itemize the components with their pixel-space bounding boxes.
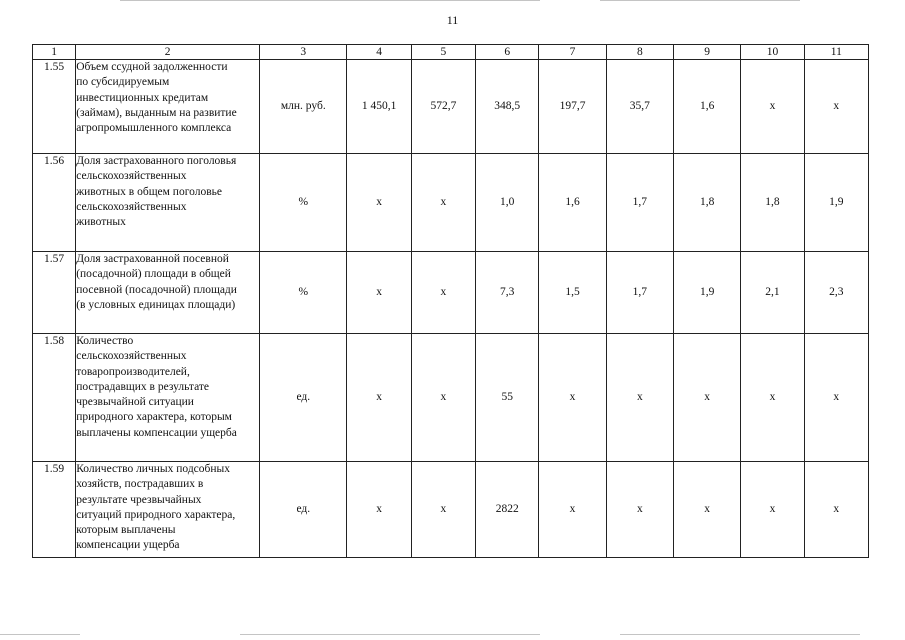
indicator-name-line: которым выплачены	[76, 524, 176, 537]
indicator-name-line: результате чрезвычайных	[76, 493, 202, 506]
unit-cell: ед.	[260, 334, 347, 462]
indicator-name-line: сельскохозяйственных	[76, 350, 187, 363]
column-header: 11	[804, 45, 868, 60]
value-cell: 1 450,1	[347, 60, 411, 154]
value-cell: х	[804, 334, 868, 462]
indicator-name-line: животных	[76, 216, 126, 229]
page-number: 11	[446, 13, 459, 27]
value-cell: х	[741, 60, 804, 154]
indicator-name-line: товаропроизводителей,	[76, 365, 190, 378]
scan-artifact	[0, 634, 80, 635]
unit-cell: %	[260, 154, 347, 252]
indicator-name-line: ситуаций природного характера,	[76, 508, 236, 521]
value-cell: 1,5	[539, 252, 606, 334]
value-cell: х	[674, 334, 741, 462]
table-row	[33, 334, 869, 462]
value-cell: х	[411, 462, 475, 558]
indicator-name	[76, 462, 260, 558]
value-cell: х	[674, 462, 741, 558]
value-cell: х	[347, 252, 411, 334]
value-cell: х	[411, 334, 475, 462]
indicator-name-line: хозяйств, пострадавших в	[76, 478, 204, 491]
column-header: 1	[33, 45, 76, 60]
indicator-name-line: природного характера, которым	[76, 411, 232, 424]
row-number: 1.59	[33, 462, 76, 558]
unit-cell: млн. руб.	[260, 60, 347, 154]
table-row	[33, 60, 869, 154]
indicator-name-line: Объем ссудной задолженности	[76, 61, 228, 73]
indicator-name	[76, 252, 260, 334]
value-cell: х	[804, 60, 868, 154]
value-cell: 1,8	[741, 154, 804, 252]
column-header: 8	[606, 45, 673, 60]
indicator-name-line: инвестиционных кредитам	[76, 91, 209, 104]
column-header: 6	[476, 45, 539, 60]
table-row	[33, 154, 869, 252]
indicator-name-line: Количество	[76, 335, 134, 347]
value-cell: х	[347, 154, 411, 252]
indicator-name-line: посевной (посадочной) площади	[76, 283, 237, 296]
indicator-name-line: (в условных единицах площади)	[76, 298, 236, 311]
value-cell: 1,6	[674, 60, 741, 154]
column-header: 7	[539, 45, 606, 60]
value-cell: 2,3	[804, 252, 868, 334]
indicator-name-line: пострадавщих в результате	[76, 380, 210, 393]
row-number: 1.56	[33, 154, 76, 252]
scan-artifact	[120, 0, 540, 1]
value-cell: х	[347, 462, 411, 558]
value-cell: 1,8	[674, 154, 741, 252]
indicator-name-line: сельскохозяйственных	[76, 200, 187, 213]
value-cell: 1,0	[476, 154, 539, 252]
row-number: 1.55	[33, 60, 76, 154]
value-cell: 55	[476, 334, 539, 462]
value-cell: х	[347, 334, 411, 462]
value-cell: 1,7	[606, 154, 673, 252]
value-cell: 348,5	[476, 60, 539, 154]
value-cell: 1,7	[606, 252, 673, 334]
value-cell: х	[741, 462, 804, 558]
indicator-name	[76, 60, 260, 154]
column-number-row	[33, 45, 869, 60]
indicator-name-line: чрезвычайной ситуации	[76, 396, 194, 409]
value-cell: 572,7	[411, 60, 475, 154]
indicator-name-line: компенсации ущерба	[76, 539, 180, 552]
value-cell: х	[411, 252, 475, 334]
column-header: 4	[347, 45, 411, 60]
row-number: 1.58	[33, 334, 76, 462]
value-cell: 7,3	[476, 252, 539, 334]
value-cell: х	[804, 462, 868, 558]
indicator-name-line: Количество личных подсобных	[76, 463, 231, 475]
value-cell: х	[606, 334, 673, 462]
column-header: 10	[741, 45, 804, 60]
value-cell: х	[539, 462, 606, 558]
value-cell: 1,9	[804, 154, 868, 252]
scan-artifact	[240, 634, 540, 635]
column-header: 5	[411, 45, 475, 60]
indicator-name-line: (займам), выданным на развитие	[76, 106, 237, 119]
value-cell: 1,6	[539, 154, 606, 252]
indicator-name	[76, 334, 260, 462]
indicator-name-line: Доля застрахованной посевной	[76, 253, 229, 265]
scan-artifact	[620, 634, 860, 635]
unit-cell: ед.	[260, 462, 347, 558]
scan-artifact	[600, 0, 800, 1]
column-header: 9	[674, 45, 741, 60]
table-row	[33, 252, 869, 334]
unit-cell: %	[260, 252, 347, 334]
value-cell: х	[411, 154, 475, 252]
indicator-name-line: по субсидируемым	[76, 76, 170, 89]
value-cell: х	[539, 334, 606, 462]
row-number: 1.57	[33, 252, 76, 334]
column-header: 2	[76, 45, 260, 60]
indicators-table	[32, 44, 869, 558]
value-cell: 2822	[476, 462, 539, 558]
indicator-name-line: выплачены компенсации ущерба	[76, 426, 237, 439]
indicator-name-line: агропромышленного комплекса	[76, 122, 232, 135]
value-cell: х	[606, 462, 673, 558]
indicator-name-line: Доля застрахованного поголовья	[76, 155, 237, 167]
column-header: 3	[260, 45, 347, 60]
indicator-name-line: сельскохозяйственных	[76, 170, 187, 183]
indicator-name-line: животных в общем поголовье	[76, 185, 223, 198]
value-cell: 197,7	[539, 60, 606, 154]
indicator-name	[76, 154, 260, 252]
value-cell: 1,9	[674, 252, 741, 334]
value-cell: х	[741, 334, 804, 462]
value-cell: 35,7	[606, 60, 673, 154]
indicator-name-line: (посадочной) площади в общей	[76, 268, 231, 281]
value-cell: 2,1	[741, 252, 804, 334]
table-row	[33, 462, 869, 558]
